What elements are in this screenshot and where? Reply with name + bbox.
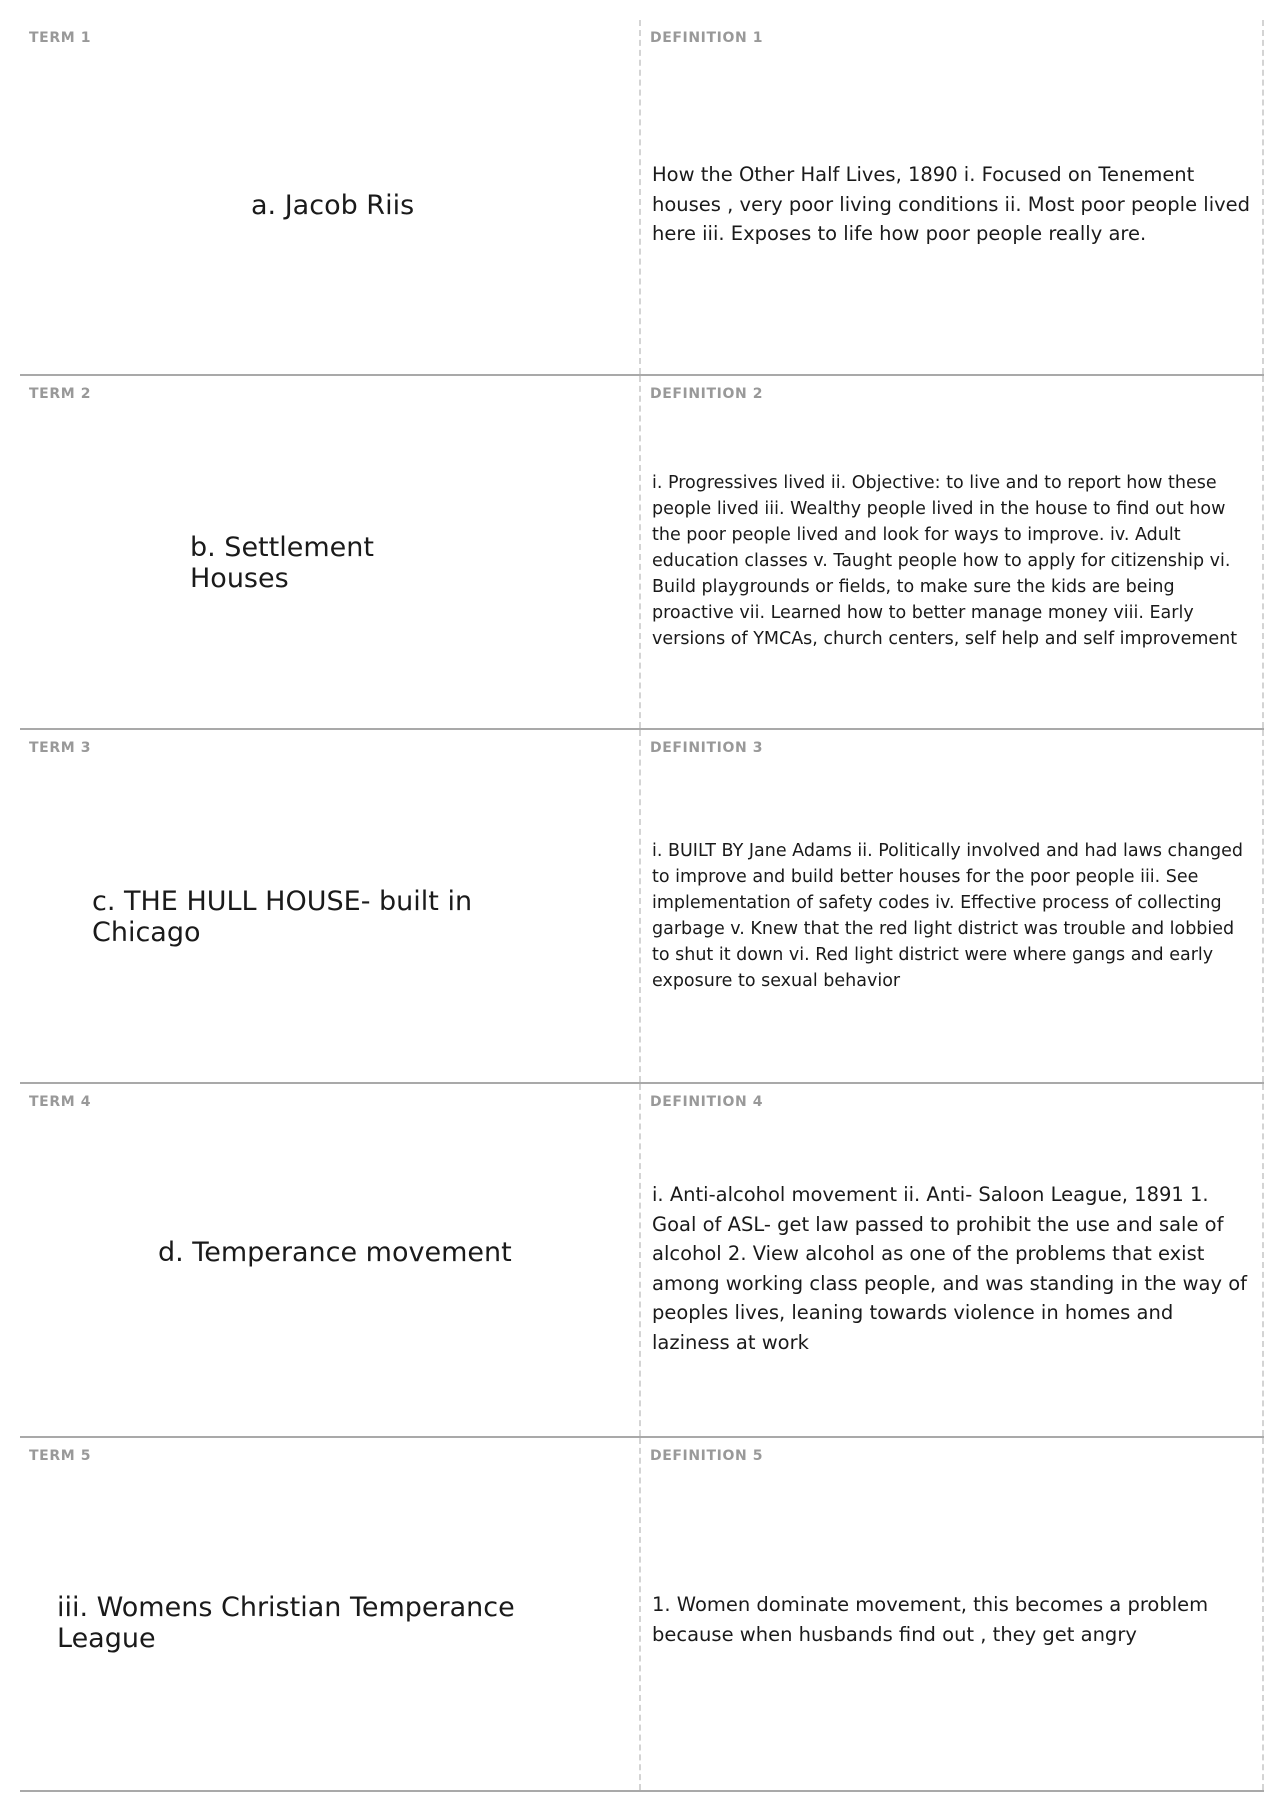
definition-cell bbox=[641, 20, 1264, 374]
term-text: c. THE HULL HOUSE- built in Chicago bbox=[92, 886, 473, 948]
term-text: a. Jacob Riis bbox=[251, 190, 415, 221]
definition-cell bbox=[641, 1438, 1264, 1790]
flashcard-row bbox=[20, 1438, 1264, 1792]
term-label: TERM 5 bbox=[29, 1448, 92, 1464]
definition-label: DEFINITION 2 bbox=[650, 386, 764, 402]
definition-text: How the Other Half Lives, 1890 i. Focused on Tenement houses , very poor living conditions ii. Most poor people lived here iii. Exposes to life how poor people really are. bbox=[652, 163, 1251, 245]
definition-text: 1. Women dominate movement, this becomes a problem because when husbands find out , they get angry bbox=[652, 1593, 1209, 1646]
term-label: TERM 3 bbox=[29, 740, 92, 756]
definition-cell bbox=[641, 376, 1264, 728]
term-cell bbox=[20, 376, 641, 728]
term-text: b. Settlement Houses bbox=[190, 532, 374, 594]
term-label: TERM 2 bbox=[29, 386, 92, 402]
term-cell bbox=[20, 20, 641, 374]
flashcard-row bbox=[20, 730, 1264, 1084]
term-label: TERM 4 bbox=[29, 1094, 92, 1110]
term-cell bbox=[20, 1438, 641, 1790]
term-text: d. Temperance movement bbox=[158, 1237, 512, 1268]
definition-label: DEFINITION 5 bbox=[650, 1448, 764, 1464]
definition-cell bbox=[641, 730, 1264, 1082]
definition-label: DEFINITION 4 bbox=[650, 1094, 764, 1110]
term-cell bbox=[20, 1084, 641, 1436]
flashcard-row bbox=[20, 376, 1264, 730]
flashcard-row bbox=[20, 1084, 1264, 1438]
term-cell bbox=[20, 730, 641, 1082]
definition-label: DEFINITION 1 bbox=[650, 30, 764, 46]
definition-text: i. Progressives lived ii. Objective: to live and to report how these people lived iii. Wealthy people lived in the house to find out how the poor people lived and look for ways to improve. iv. Adult education classes v. Taught people how to apply for citizenship vi. Build playgrounds or fields, to make sure the kids are being proactive vii. Learned how to better manage money viii. Early versions of YMCAs, church centers, self help and self improvement bbox=[652, 473, 1238, 649]
definition-text: i. BUILT BY Jane Adams ii. Politically involved and had laws changed to improve and build better houses for the poor people iii. See implementation of safety codes iv. Effective process of collecting garbage v. Knew that the red light district was trouble and lobbied to shut it down vi. Red light district were where gangs and early exposure to sexual behavior bbox=[652, 841, 1244, 991]
definition-label: DEFINITION 3 bbox=[650, 740, 764, 756]
term-label: TERM 1 bbox=[29, 30, 92, 46]
term-text: iii. Womens Christian Temperance League bbox=[57, 1592, 515, 1654]
definition-cell bbox=[641, 1084, 1264, 1436]
flashcard-row bbox=[20, 20, 1264, 376]
flashcard-sheet bbox=[20, 20, 1264, 1792]
definition-text: i. Anti-alcohol movement ii. Anti- Saloon League, 1891 1. Goal of ASL- get law passed to prohibit the use and sale of alcohol 2. View alcohol as one of the problems that exist among working class people, and was standing in the way of peoples lives, leaning towards violence in homes and laziness at work bbox=[652, 1183, 1248, 1354]
